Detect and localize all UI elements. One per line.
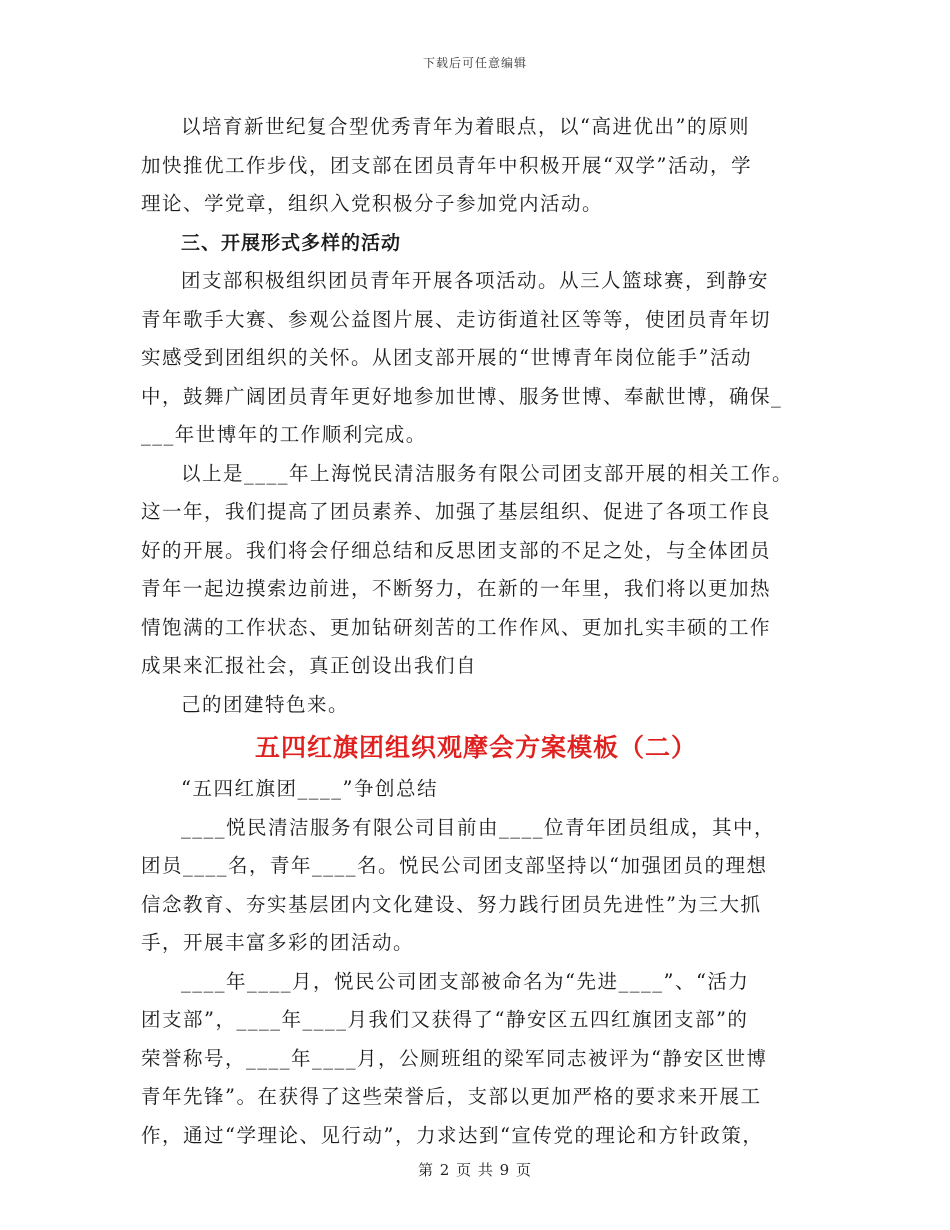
paragraph-1 — [141, 108, 811, 224]
text-line: 实感受到团组织的关怀。从团支部开展的“世博青年岗位能手”活动 — [141, 346, 752, 369]
text-line: 好的开展。我们将会仔细总结和反思团支部的不足之处，与全体团员 — [141, 538, 772, 562]
text-line: 青年歌手大赛、参观公益图片展、走访街道社区等等，使团员青年切 — [141, 307, 772, 331]
text-line: 团支部积极组织团员青年开展各项活动。从三人篮球赛，到静安 — [181, 269, 770, 292]
text-line: 青年一起边摸索边前进，不断努力，在新的一年里，我们将以更加热 — [141, 577, 772, 600]
text-line: ____年____月，悦民公司团支部被命名为“先进____”、“活力 — [181, 969, 750, 993]
paragraph-5 — [141, 770, 811, 809]
paragraph-2 — [141, 262, 811, 455]
paragraph-3 — [141, 455, 811, 686]
text-line: 己的团建特色来。 — [181, 692, 350, 716]
text-line: 中，鼓舞广阔团员青年更好地参加世博、服务世博、奉献世博，确保_ — [141, 384, 783, 408]
text-line: 成果来汇报社会，真正创设出我们自 — [141, 654, 478, 677]
paragraph-6 — [141, 809, 811, 963]
text-line: 加快推优工作步伐，团支部在团员青年中积极开展“双学”活动，学 — [141, 153, 752, 177]
text-line: ____悦民清洁服务有限公司目前由____位青年团员组成，其中， — [181, 815, 776, 839]
text-line: 手，开展丰富多彩的团活动。 — [141, 931, 415, 954]
text-line: “五四红旗团____”争创总结 — [181, 777, 438, 800]
text-line: 团员____名，青年____名。悦民公司团支部坚持以“加强团员的理想 — [141, 854, 768, 877]
text-line: 情饱满的工作状态、更加钻研刻苦的工作作风、更加扎实丰硕的工作 — [141, 615, 772, 639]
text-line: 荣誉称号，____年____月，公厕班组的梁军同志被评为“静安区世博 — [141, 1046, 768, 1070]
page-footer: 第 2 页 共 9 页 — [418, 1161, 532, 1179]
text-line: 以培育新世纪复合型优秀青年为着眼点，以“高进优出”的原则 — [181, 115, 750, 138]
paragraph-4 — [141, 686, 811, 725]
text-line: 信念教育、夯实基层团内文化建设、努力践行团员先进性”为三大抓 — [141, 892, 762, 916]
section-title-red: 五四红旗团组织观摩会方案模板（二） — [254, 733, 697, 762]
text-line: 理论、学党章，组织入党积极分子参加党内活动。 — [141, 192, 604, 215]
document-body — [141, 108, 811, 1155]
text-line: 这一年，我们提高了团员素养、加强了基层组织、促进了各项工作良 — [141, 500, 772, 523]
paragraph-7 — [141, 963, 811, 1156]
text-line: 以上是____年上海悦民清洁服务有限公司团支部开展的相关工作。 — [181, 461, 794, 485]
section-heading-3: 三、开展形式多样的活动 — [181, 231, 402, 254]
text-line: 青年先锋”。在获得了这些荣誉后，支部以更加严格的要求来开展工 — [141, 1085, 762, 1108]
text-line: ___年世博年的工作顺利完成。 — [141, 423, 427, 446]
text-line: 作，通过“学理论、见行动”，力求达到“宣传党的理论和方针政策， — [141, 1123, 764, 1147]
header-note: 下载后可任意编辑 — [422, 56, 527, 70]
text-line: 团支部”，____年____月我们又获得了“静安区五四红旗团支部”的 — [141, 1008, 749, 1031]
